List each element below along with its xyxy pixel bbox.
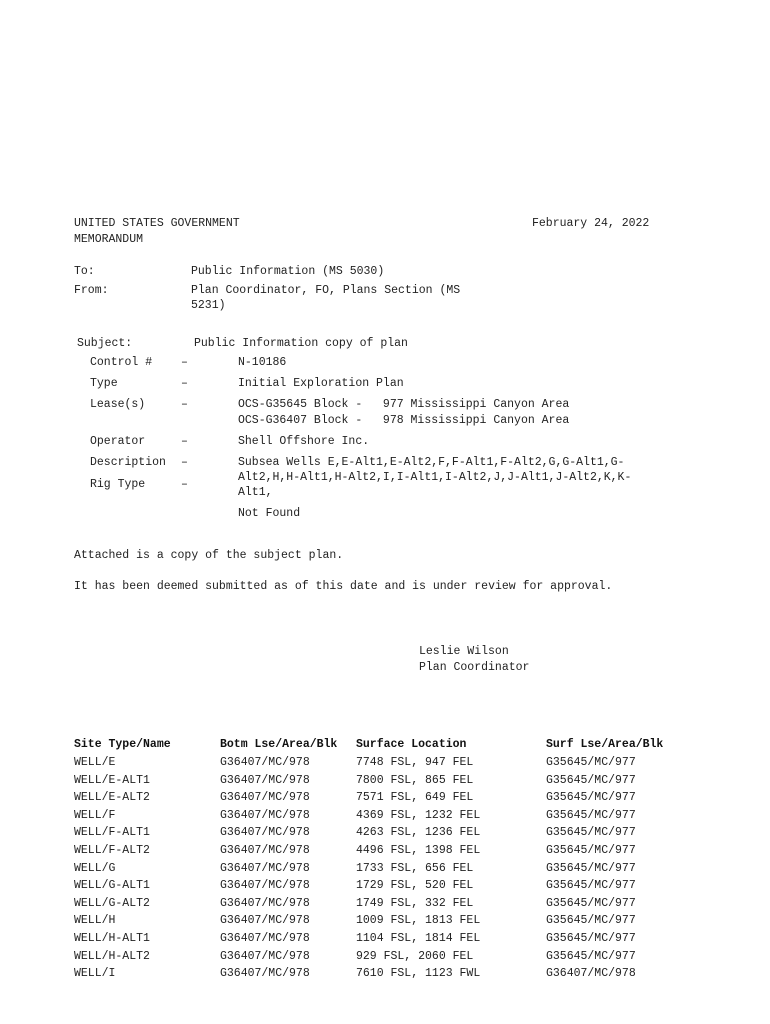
cell-botm-lse: G36407/MC/978 (220, 844, 310, 857)
cell-surface-location: 1733 FSL, 656 FEL (356, 861, 474, 875)
header-botm-lse-area-blk: Botm Lse/Area/Blk (220, 738, 338, 751)
to-label: To: (74, 265, 95, 278)
signature-name: Leslie Wilson (419, 645, 509, 658)
cell-site-name: WELL/F (74, 808, 116, 822)
cell-site-name: WELL/F-ALT2 (74, 844, 150, 857)
cell-surface-location: 929 FSL, 2060 FEL (356, 949, 474, 963)
cell-surface-location: 7610 FSL, 1123 FWL (356, 967, 481, 981)
field-label-operator: Operator (90, 435, 146, 448)
field-label-type: Type (90, 377, 118, 390)
to-value: Public Information (MS 5030) (191, 265, 385, 278)
cell-botm-lse: G36407/MC/978 (220, 826, 310, 840)
table-row (74, 877, 694, 895)
cell-site-name: WELL/H-ALT2 (74, 949, 150, 963)
table-row (74, 895, 694, 913)
cell-surf-lse: G35645/MC/977 (546, 808, 636, 822)
signature-title: Plan Coordinator (419, 661, 530, 674)
field-value-control: N-10186 (238, 356, 287, 369)
field-value-type: Initial Exploration Plan (238, 377, 404, 390)
cell-surface-location: 4369 FSL, 1232 FEL (356, 808, 481, 822)
table-row (74, 807, 694, 825)
cell-botm-lse: G36407/MC/978 (220, 861, 310, 875)
cell-surface-location: 7748 FSL, 947 FEL (356, 756, 474, 769)
cell-surface-location: 1749 FSL, 332 FEL (356, 896, 474, 910)
cell-surf-lse: G35645/MC/977 (546, 861, 636, 875)
cell-site-name: WELL/E-ALT1 (74, 773, 150, 787)
field-value-lease-2: OCS-G36407 Block - 978 Mississippi Canyon Area (238, 414, 570, 427)
cell-site-name: WELL/E-ALT2 (74, 791, 150, 805)
cell-surf-lse: G35645/MC/977 (546, 914, 636, 928)
org-line-1: UNITED STATES GOVERNMENT (74, 217, 240, 230)
header-site-type-name: Site Type/Name (74, 738, 171, 751)
field-dash-leases: – (181, 398, 188, 411)
cell-botm-lse: G36407/MC/978 (220, 914, 310, 928)
cell-surf-lse: G35645/MC/977 (546, 949, 636, 963)
cell-site-name: WELL/G-ALT1 (74, 879, 150, 893)
memo-date: February 24, 2022 (532, 217, 650, 230)
cell-surface-location: 7571 FSL, 649 FEL (356, 791, 474, 805)
from-value-line-2: 5231) (191, 299, 226, 312)
body-paragraph-1: Attached is a copy of the subject plan. (74, 549, 344, 562)
cell-site-name: WELL/I (74, 967, 116, 981)
field-dash-operator: – (181, 435, 188, 448)
subject-label: Subject: (77, 337, 133, 350)
field-value-operator: Shell Offshore Inc. (238, 435, 370, 448)
header-surf-lse-area-blk: Surf Lse/Area/Blk (546, 738, 664, 751)
cell-botm-lse: G36407/MC/978 (220, 967, 310, 981)
cell-surface-location: 1729 FSL, 520 FEL (356, 879, 474, 893)
field-label-leases: Lease(s) (90, 398, 146, 411)
from-label: From: (74, 284, 109, 297)
subject-value: Public Information copy of plan (194, 337, 408, 350)
cell-surf-lse: G35645/MC/977 (546, 896, 636, 910)
cell-surf-lse: G35645/MC/977 (546, 756, 636, 769)
body-paragraph-2: It has been deemed submitted as of this date and is under review for approval. (74, 580, 613, 593)
field-value-description-3: Alt1, (238, 486, 273, 499)
cell-botm-lse: G36407/MC/978 (220, 949, 310, 963)
table-row (74, 789, 694, 807)
cell-surf-lse: G35645/MC/977 (546, 826, 636, 840)
table-row (74, 842, 694, 860)
field-dash-rig-type: – (181, 478, 188, 491)
table-header-row (74, 736, 694, 754)
table-row (74, 912, 694, 930)
field-dash-description: – (181, 456, 188, 469)
org-line-2: MEMORANDUM (74, 233, 144, 246)
table-row (74, 754, 694, 772)
field-label-description: Description (90, 456, 166, 469)
cell-surf-lse: G36407/MC/978 (546, 967, 636, 981)
table-row (74, 965, 694, 983)
field-dash-control: – (181, 356, 188, 369)
cell-surface-location: 4496 FSL, 1398 FEL (356, 844, 481, 857)
field-value-rig-type: Not Found (238, 507, 301, 520)
from-value-line-1: Plan Coordinator, FO, Plans Section (MS (191, 284, 461, 297)
cell-surface-location: 1104 FSL, 1814 FEL (356, 932, 481, 945)
cell-botm-lse: G36407/MC/978 (220, 756, 310, 769)
cell-site-name: WELL/G-ALT2 (74, 896, 150, 910)
cell-surface-location: 1009 FSL, 1813 FEL (356, 914, 481, 928)
header-surface-location: Surface Location (356, 738, 467, 751)
cell-surf-lse: G35645/MC/977 (546, 879, 636, 893)
cell-surf-lse: G35645/MC/977 (546, 773, 636, 787)
field-label-control: Control # (90, 356, 153, 369)
cell-site-name: WELL/G (74, 861, 116, 875)
cell-botm-lse: G36407/MC/978 (220, 879, 310, 893)
table-row (74, 772, 694, 790)
cell-botm-lse: G36407/MC/978 (220, 773, 310, 787)
field-value-description-2: Alt2,H,H-Alt1,H-Alt2,I,I-Alt1,I-Alt2,J,J-Alt1,J-Alt2,K,K- (238, 471, 632, 484)
cell-site-name: WELL/H (74, 914, 116, 928)
cell-surf-lse: G35645/MC/977 (546, 844, 636, 857)
field-value-lease-1: OCS-G35645 Block - 977 Mississippi Canyon Area (238, 398, 570, 411)
cell-surf-lse: G35645/MC/977 (546, 791, 636, 805)
cell-surface-location: 7800 FSL, 865 FEL (356, 773, 474, 787)
cell-botm-lse: G36407/MC/978 (220, 808, 310, 822)
table-row (74, 948, 694, 966)
table-row (74, 824, 694, 842)
cell-site-name: WELL/H-ALT1 (74, 932, 150, 945)
cell-surface-location: 4263 FSL, 1236 FEL (356, 826, 481, 840)
table-row (74, 860, 694, 878)
field-label-rig-type: Rig Type (90, 478, 146, 491)
field-value-description-1: Subsea Wells E,E-Alt1,E-Alt2,F,F-Alt1,F-Alt2,G,G-Alt1,G- (238, 456, 625, 469)
cell-botm-lse: G36407/MC/978 (220, 896, 310, 910)
cell-botm-lse: G36407/MC/978 (220, 932, 310, 945)
cell-site-name: WELL/F-ALT1 (74, 826, 150, 840)
cell-botm-lse: G36407/MC/978 (220, 791, 310, 805)
cell-surf-lse: G35645/MC/977 (546, 932, 636, 945)
field-dash-type: – (181, 377, 188, 390)
table-row (74, 930, 694, 948)
cell-site-name: WELL/E (74, 756, 116, 769)
